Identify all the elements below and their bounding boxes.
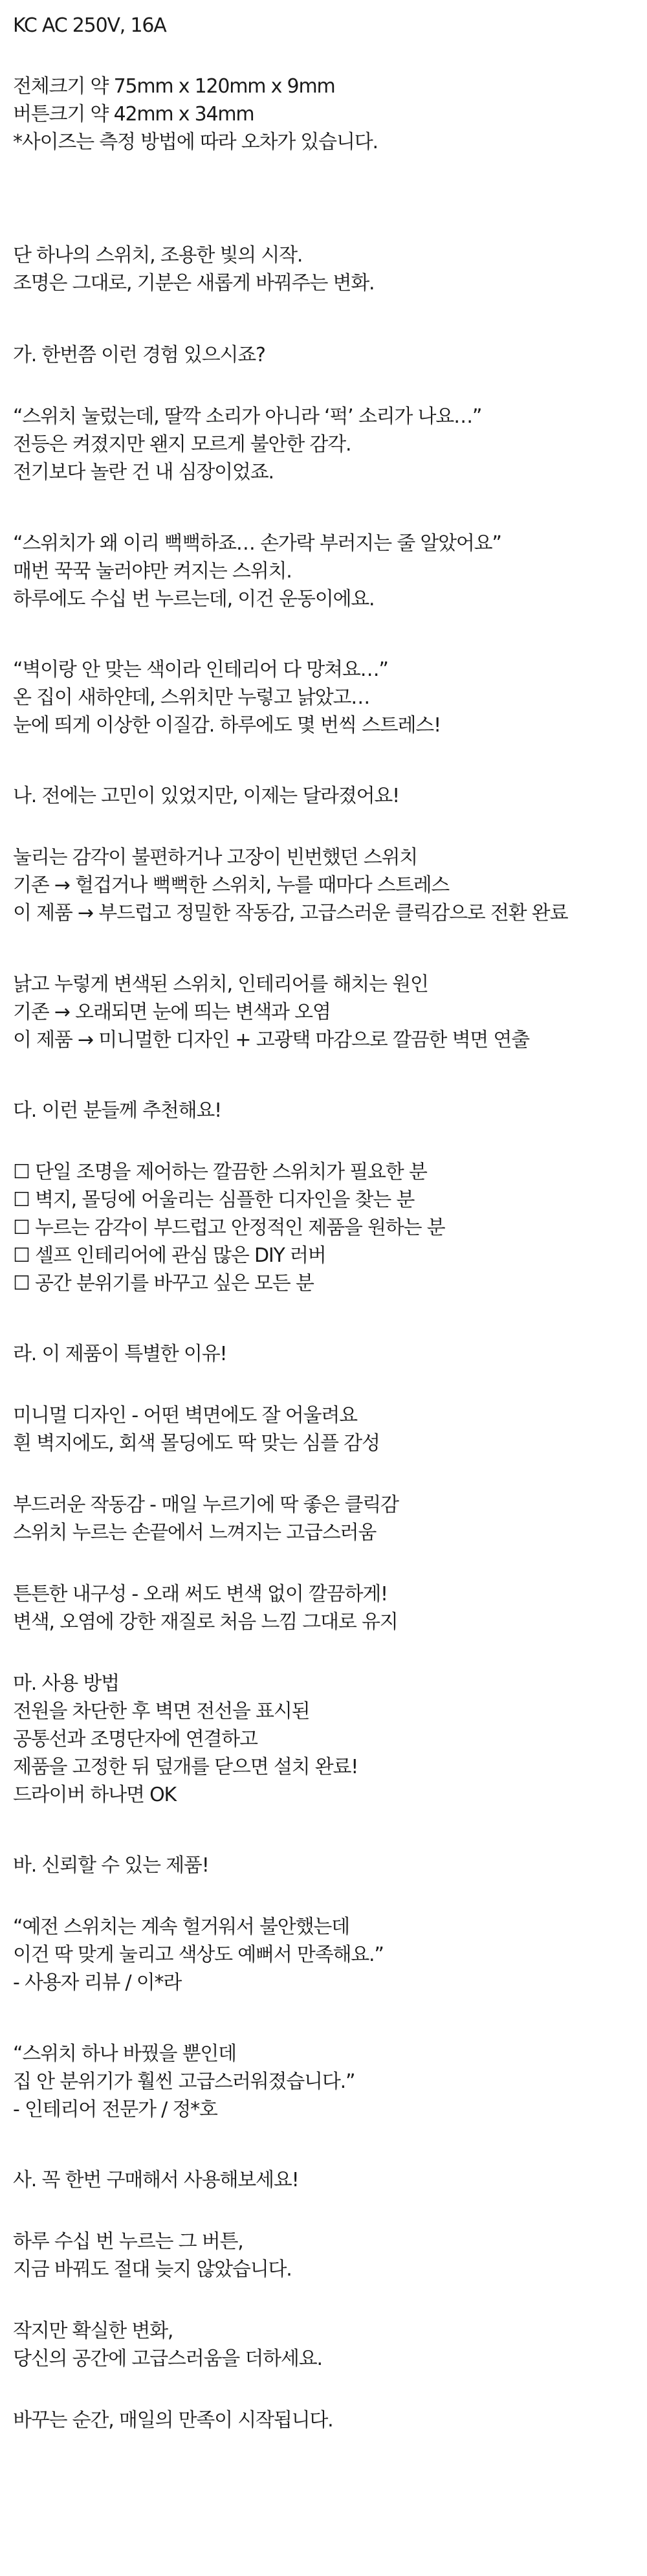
text-line: “스위치 하나 바꿨을 뿐인데 [13,2043,236,2065]
text-line: 마. 사용 방법 [13,1672,119,1695]
text-line: 온 집이 새하얀데, 스위치만 누렇고 낡았고… [13,686,370,709]
text-block-closing-3 [13,2406,634,2434]
text-block-reason-3 [13,1580,634,1636]
text-block-spec-rating [13,12,634,39]
text-block-heading-sa [13,2166,634,2194]
text-block-heading-ba [13,1852,634,1879]
text-line: 버튼크기 약 42mm x 34mm [13,103,254,126]
text-block-review-1 [13,1913,634,1997]
text-line: - 인테리어 전문가 / 정*호 [13,2098,217,2121]
text-line: 매번 꾹꾹 눌러야만 켜지는 스위치. [13,560,292,583]
text-line: “스위치 눌렀는데, 딸깍 소리가 아니라 ‘퍽’ 소리가 나요…” [13,405,482,428]
text-line: 작지만 확실한 변화, [13,2320,173,2342]
text-line: - 사용자 리뷰 / 이*라 [13,1971,182,1994]
text-line: 눌리는 감각이 불편하거나 고장이 빈번했던 스위치 [13,846,418,869]
text-line: ☐ 누르는 감각이 부드럽고 안정적인 제품을 원하는 분 [13,1216,445,1239]
text-line: 나. 전에는 고민이 있었지만, 이제는 달라졌어요! [13,785,399,807]
text-line: 당신의 공간에 고급스러움을 더하세요. [13,2347,322,2370]
text-block-closing-2 [13,2317,634,2373]
text-block-intro [13,241,634,297]
text-line: 하루에도 수십 번 누르는데, 이건 운동이에요. [13,588,375,610]
text-line: 다. 이런 분들께 추천해요! [13,1099,221,1122]
text-block-compare-1 [13,844,634,927]
text-line: “예전 스위치는 계속 헐거워서 불안했는데 [13,1916,349,1938]
text-block-compare-2 [13,970,634,1054]
text-block-heading-da [13,1097,634,1125]
text-line: ☐ 벽지, 몰딩에 어울리는 심플한 디자인을 찾는 분 [13,1189,415,1211]
text-line: 이건 딱 맞게 눌리고 색상도 예뻐서 만족해요.” [13,1943,384,1966]
text-line: 라. 이 제품이 특별한 이유! [13,1343,227,1365]
text-block-spec-size [13,73,634,156]
text-line: 전원을 차단한 후 벽면 전선을 표시된 [13,1700,310,1723]
text-line: 부드러운 작동감 - 매일 누르기에 딱 좋은 클릭감 [13,1494,399,1516]
text-block-quote-2 [13,530,634,613]
text-line: 스위치 누르는 손끝에서 느껴지는 고급스러움 [13,1521,377,1544]
text-line: 미니멀 디자인 - 어떤 벽면에도 잘 어울려요 [13,1404,357,1427]
text-line: 조명은 그대로, 기분은 새롭게 바꿔주는 변화. [13,272,375,295]
text-line: ☐ 셀프 인테리어에 관심 많은 DIY 러버 [13,1244,326,1267]
text-line: KC AC 250V, 16A [13,14,166,37]
text-block-review-2 [13,2040,634,2123]
text-line: 변색, 오염에 강한 재질로 처음 느낌 그대로 유지 [13,1611,398,1633]
text-line: 하루 수십 번 누르는 그 버튼, [13,2230,243,2253]
text-block-heading-ga [13,341,634,369]
text-block-closing-1 [13,2228,634,2283]
text-line: 눈에 띄게 이상한 이질감. 하루에도 몇 번씩 스트레스! [13,714,441,737]
text-line: 전체크기 약 75mm x 120mm x 9mm [13,75,335,98]
text-line: 전기보다 놀란 건 내 심장이었죠. [13,461,274,484]
text-line: 튼튼한 내구성 - 오래 써도 변색 없이 깔끔하게! [13,1583,388,1606]
text-line: 단 하나의 스위치, 조용한 빛의 시작. [13,244,303,267]
text-line: ☐ 단일 조명을 제어하는 깔끔한 스위치가 필요한 분 [13,1161,427,1183]
text-line: “벽이랑 안 맞는 색이라 인테리어 다 망쳐요…” [13,658,388,681]
text-line: 기존 → 오래되면 눈에 띄는 변색과 오염 [13,1001,331,1024]
text-line: “스위치가 왜 이리 뻑뻑하죠… 손가락 부러지는 줄 알았어요” [13,532,501,555]
text-line: ☐ 공간 분위기를 바꾸고 싶은 모든 분 [13,1272,314,1295]
text-line: 이 제품 → 부드럽고 정밀한 작동감, 고급스러운 클릭감으로 전환 완료 [13,902,568,924]
text-block-heading-na [13,782,634,810]
text-line: 집 안 분위기가 훨씬 고급스러워졌습니다.” [13,2070,355,2093]
text-line: 바. 신뢰할 수 있는 제품! [13,1854,209,1877]
text-line: 기존 → 헐겁거나 뻑뻑한 스위치, 누를 때마다 스트레스 [13,874,450,897]
text-block-heading-ra [13,1340,634,1368]
text-block-reason-2 [13,1491,634,1547]
text-line: 사. 꼭 한번 구매해서 사용해보세요! [13,2169,299,2191]
text-line: 제품을 고정한 뒤 덮개를 닫으면 설치 완료! [13,1756,358,1778]
text-block-usage [13,1670,634,1809]
text-line: 낡고 누렇게 변색된 스위치, 인테리어를 해치는 원인 [13,973,428,996]
text-block-recommend-list [13,1158,634,1297]
text-line: 바꾸는 순간, 매일의 만족이 시작됩니다. [13,2409,333,2432]
text-line: 이 제품 → 미니멀한 디자인 + 고광택 마감으로 깔끔한 벽면 연출 [13,1029,529,1051]
text-line: *사이즈는 측정 방법에 따라 오차가 있습니다. [13,131,378,153]
text-line: 전등은 켜졌지만 왠지 모르게 불안한 감각. [13,433,351,456]
text-line: 지금 바꿔도 절대 늦지 않았습니다. [13,2258,292,2281]
text-block-quote-3 [13,656,634,739]
text-line: 공통선과 조명단자에 연결하고 [13,1728,258,1751]
text-block-quote-1 [13,403,634,486]
text-line: 드라이버 하나면 OK [13,1784,177,1806]
text-block-reason-1 [13,1402,634,1457]
text-line: 흰 벽지에도, 회색 몰딩에도 딱 맞는 심플 감성 [13,1432,380,1455]
text-line: 가. 한번쯤 이런 경험 있으시죠? [13,344,265,366]
